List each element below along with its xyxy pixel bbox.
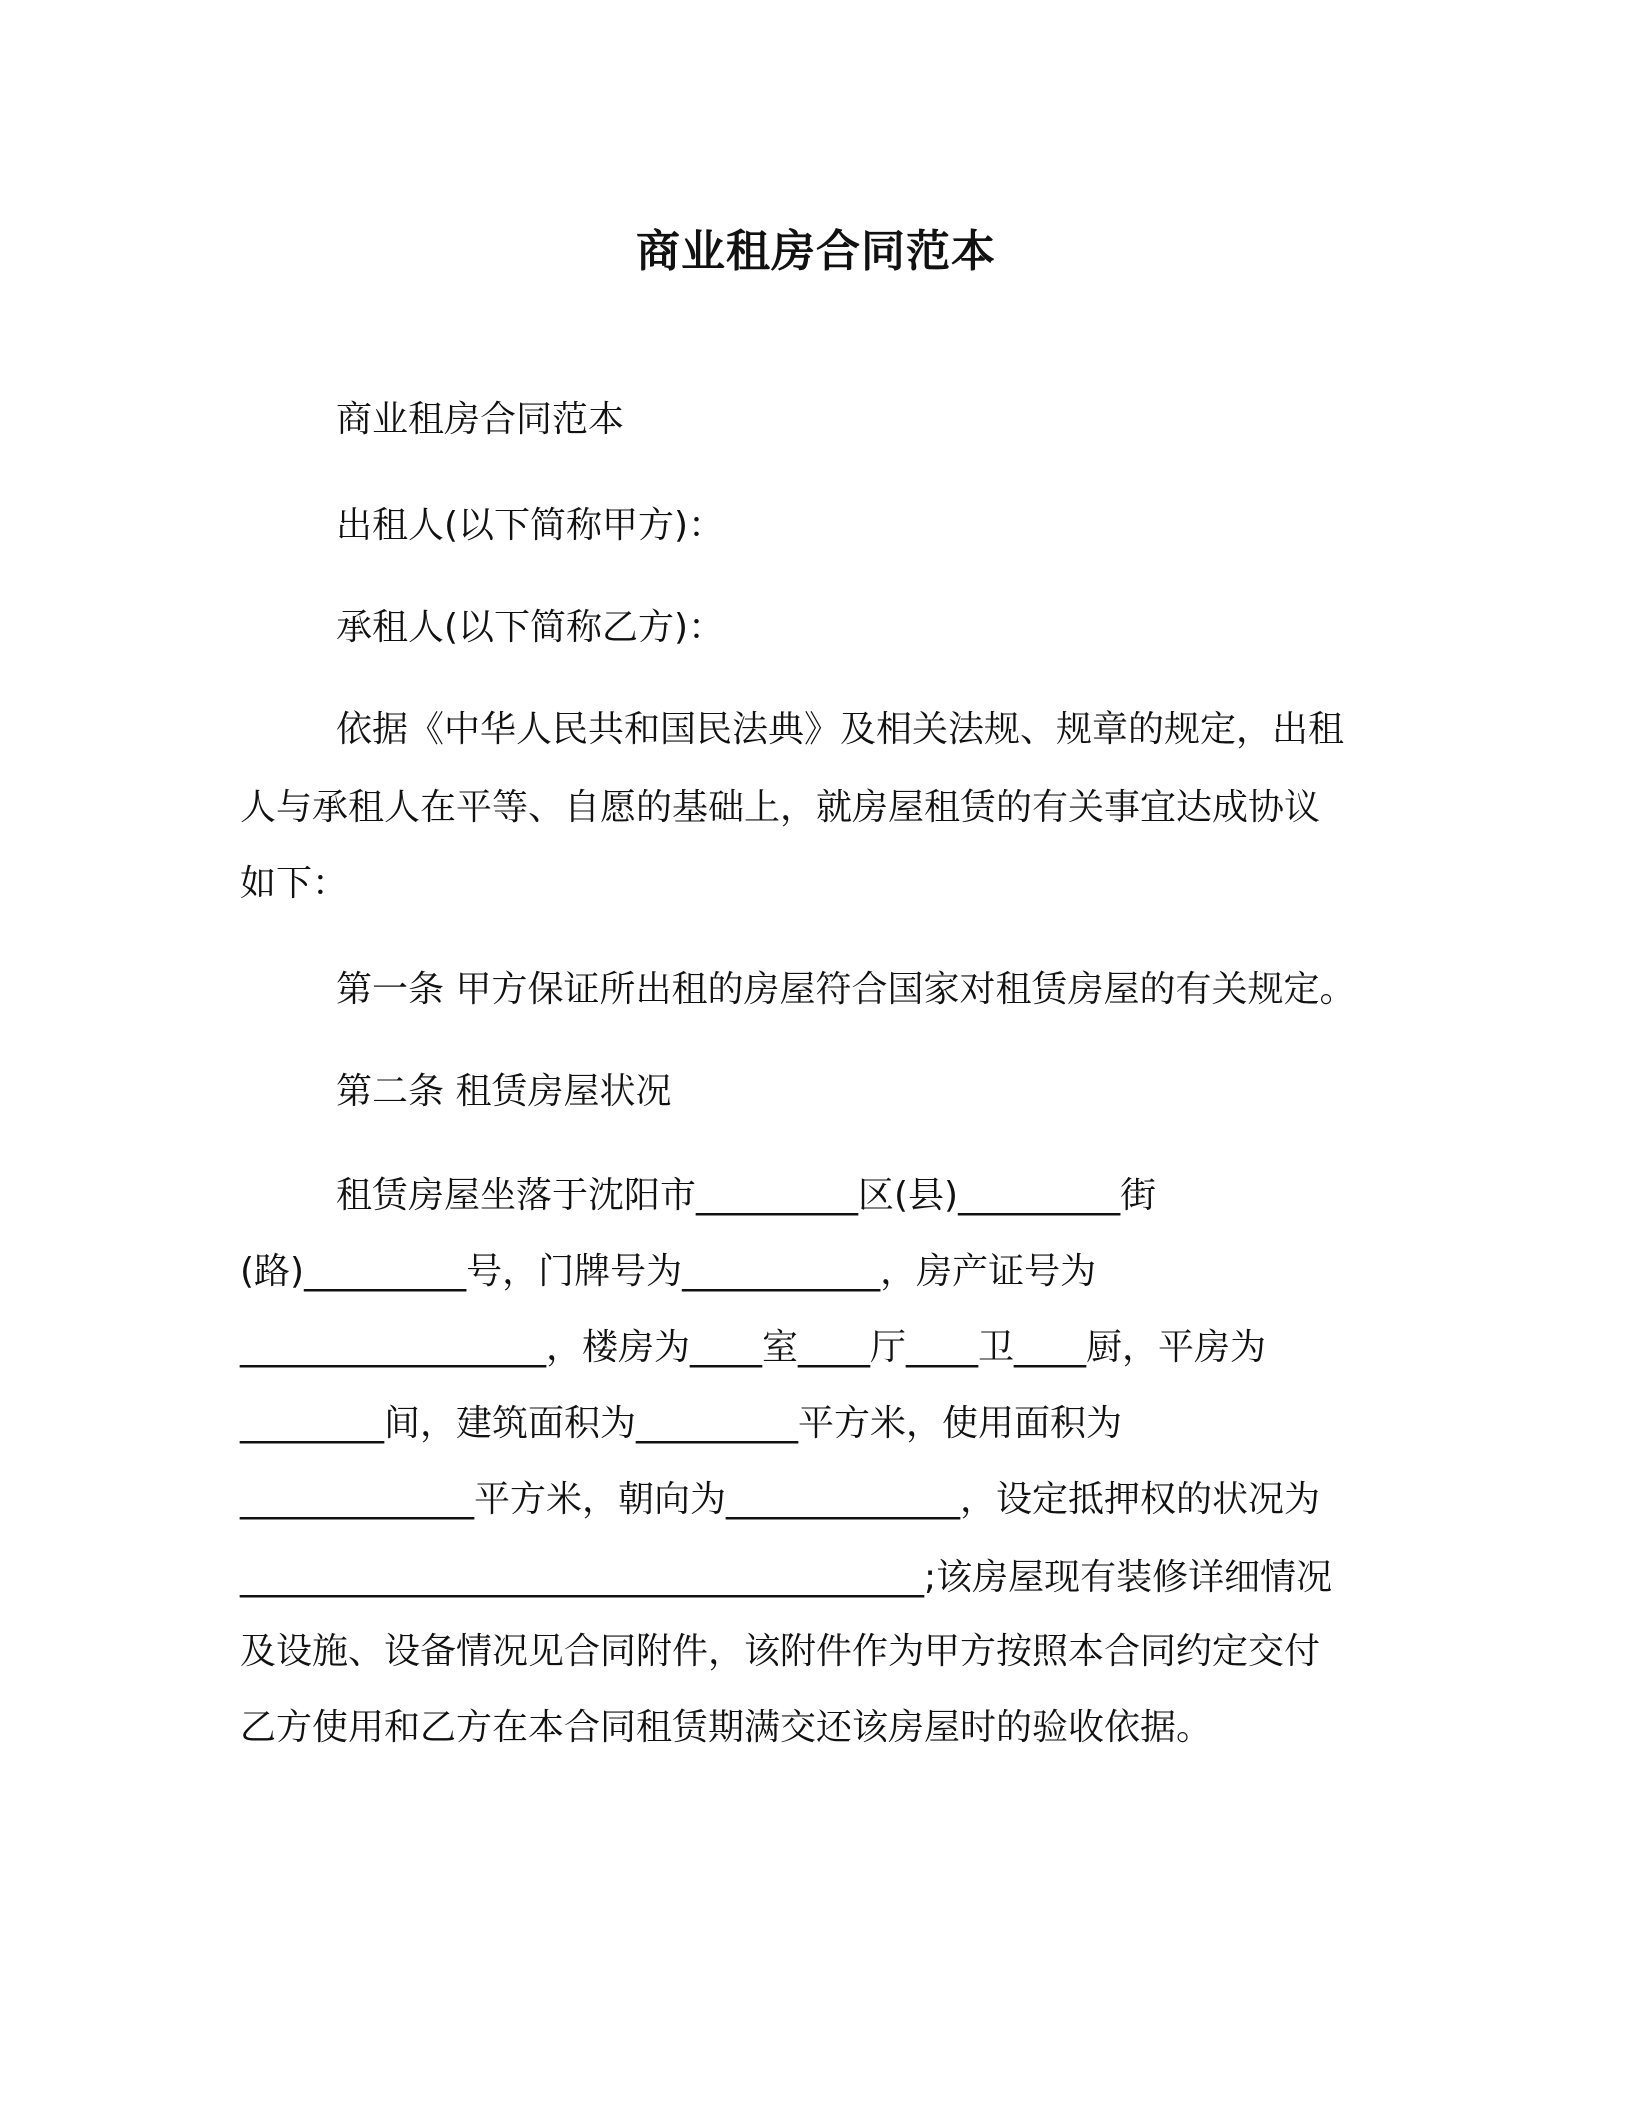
article-2-line-8: 乙方使用和乙方在本合同租赁期满交还该房屋时的验收依据。 xyxy=(240,1707,1213,1748)
article-2-line-6: ______________________________________;该房屋现有装修详细情况 xyxy=(240,1557,1333,1598)
preamble-line-3: 如下： xyxy=(240,863,349,904)
lessor-line: 出租人(以下简称甲方)： xyxy=(336,505,725,546)
preamble-line-1: 依据《中华人民共和国民法典》及相关法规、规章的规定，出租 xyxy=(336,709,1345,750)
article-2-line-4: ________间，建筑面积为_________平方米，使用面积为 xyxy=(240,1403,1123,1444)
article-2-line-7: 及设施、设备情况见合同附件，该附件作为甲方按照本合同约定交付 xyxy=(240,1631,1321,1672)
article-2-line-3: _________________，楼房为____室____厅____卫____厨，平房为 xyxy=(240,1327,1267,1368)
article-2-line-1: 租赁房屋坐落于沈阳市_________区(县)_________街 xyxy=(336,1175,1157,1216)
article-2-line-5: _____________平方米，朝向为_____________，设定抵押权的状况为 xyxy=(240,1479,1321,1520)
article-1-line: 第一条 甲方保证所出租的房屋符合国家对租赁房屋的有关规定。 xyxy=(336,969,1356,1010)
article-2-heading: 第二条 租赁房屋状况 xyxy=(336,1071,672,1112)
preamble-line-2: 人与承租人在平等、自愿的基础上，就房屋租赁的有关事宜达成协议 xyxy=(240,787,1321,828)
subtitle-line: 商业租房合同范本 xyxy=(336,399,625,440)
lessee-line: 承租人(以下简称乙方)： xyxy=(336,607,725,648)
document-title: 商业租房合同范本 xyxy=(636,226,996,277)
article-2-line-2: (路)_________号，门牌号为___________，房产证号为 xyxy=(240,1251,1097,1292)
